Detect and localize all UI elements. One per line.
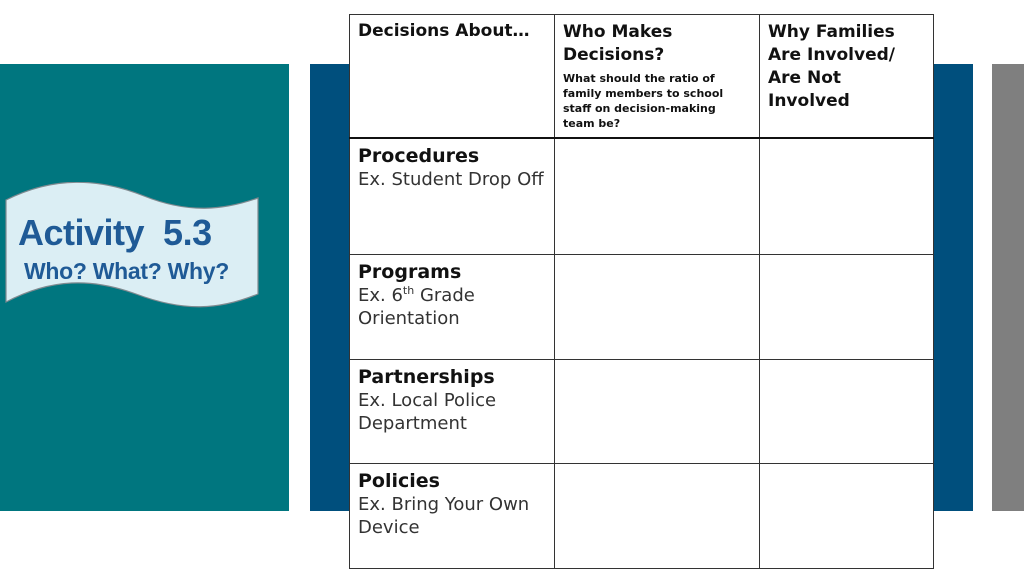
why-cell[interactable] [760,359,934,463]
who-cell[interactable] [555,138,760,254]
table-row [350,463,934,568]
decisions-table [349,14,934,569]
category-title: Procedures [358,145,480,167]
header-who-title: Who Makes Decisions? [563,22,673,65]
table-row [350,359,934,463]
header-why-families: Why Families Are Involved/ Are Not Involved [760,15,934,139]
who-cell[interactable] [555,254,760,359]
category-example: Ex. Student Drop Off [358,169,544,190]
category-example: Ex. Bring Your Own Device [358,493,530,538]
example-superscript: th [402,283,415,297]
header-who-makes-decisions [555,15,760,139]
category-cell-procedures [350,138,555,254]
who-cell[interactable] [555,359,760,463]
why-cell[interactable] [760,463,934,568]
category-title: Policies [358,469,440,492]
header-decisions-about: Decisions About… [350,15,555,139]
category-cell-policies [350,463,555,568]
category-title: Partnerships [358,365,495,388]
table-row [350,138,934,254]
gray-accent-bar [992,64,1024,511]
table-header-row [350,15,934,139]
table-row [350,254,934,359]
activity-banner [4,182,260,322]
why-cell[interactable] [760,138,934,254]
category-cell-partnerships [350,359,555,463]
who-cell[interactable] [555,463,760,568]
right-accent-bar [931,64,973,511]
category-cell-programs [350,254,555,359]
header-who-note: What should the ratio of family members to school staff on decision-making team be? [563,72,724,130]
example-prefix: Ex. 6 [358,284,403,306]
category-example [358,284,546,330]
activity-subtitle: Who? What? Why? [24,258,229,284]
category-title: Programs [358,260,462,283]
left-accent-bar [310,64,352,511]
why-cell[interactable] [760,254,934,359]
category-example: Ex. Local Police Department [358,389,497,434]
activity-title: Activity 5.3 [18,212,212,253]
example-suffix: Grade Orientation [358,284,475,329]
